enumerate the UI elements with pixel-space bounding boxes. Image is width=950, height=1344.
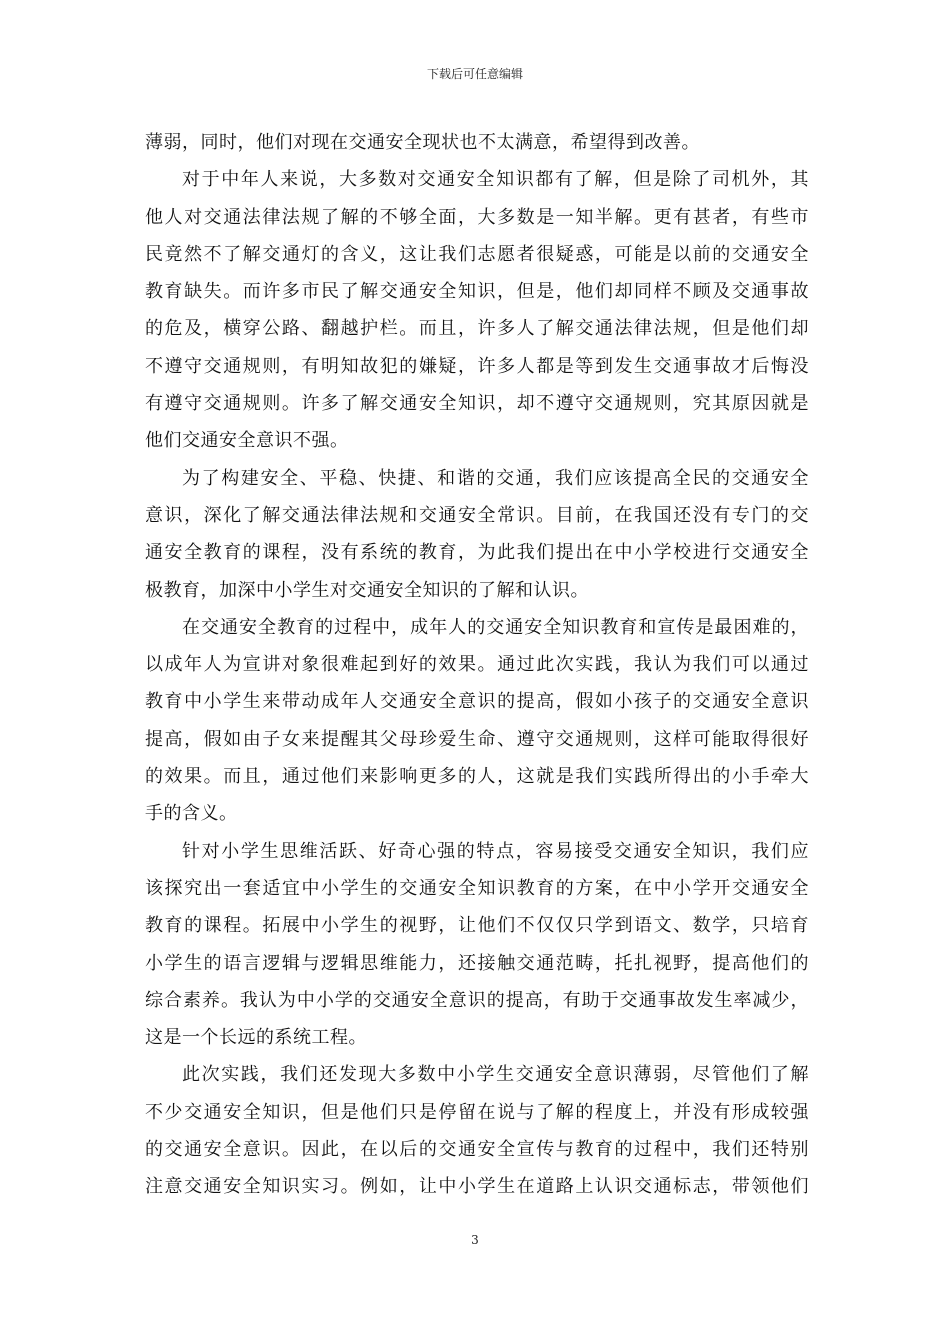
text-line: 教育缺失。而许多市民了解交通安全知识，但是，他们却同样不顾及交通事故 xyxy=(145,281,809,303)
text-line: 在交通安全教育的过程中，成年人的交通安全知识教育和宣传是最困难的， xyxy=(182,616,809,638)
text-line: 民竟然不了解交通灯的含义，这让我们志愿者很疑惑，可能是以前的交通安全 xyxy=(145,243,809,265)
text-line: 通安全教育的课程，没有系统的教育，为此我们提出在中小学校进行交通安全 xyxy=(145,542,809,564)
text-line: 意识，深化了解交通法律法规和交通安全常识。目前，在我国还没有专门的交 xyxy=(145,504,809,526)
text-line: 提高，假如由子女来提醒其父母珍爱生命、遵守交通规则，这样可能取得很好 xyxy=(145,728,809,750)
document-body xyxy=(145,124,809,1206)
text-line: 的危及，横穿公路、翻越护栏。而且，许多人了解交通法律法规，但是他们却 xyxy=(145,318,809,340)
text-line: 小学生的语言逻辑与逻辑思维能力，还接触交通范畴，托扎视野，提高他们的 xyxy=(145,952,809,974)
text-line: 针对小学生思维活跃、好奇心强的特点，容易接受交通安全知识，我们应 xyxy=(182,840,809,862)
text-line: 极教育，加深中小学生对交通安全知识的了解和认识。 xyxy=(145,579,589,601)
text-line: 此次实践，我们还发现大多数中小学生交通安全意识薄弱，尽管他们了解 xyxy=(182,1064,809,1086)
text-line: 为了构建安全、平稳、快捷、和谐的交通，我们应该提高全民的交通安全 xyxy=(182,467,809,489)
text-line: 以成年人为宣讲对象很难起到好的效果。通过此次实践，我认为我们可以通过 xyxy=(145,654,809,676)
text-line: 教育中小学生来带动成年人交通安全意识的提高，假如小孩子的交通安全意识 xyxy=(145,691,809,713)
text-line: 注意交通安全知识实习。例如，让中小学生在道路上认识交通标志，带领他们 xyxy=(145,1176,809,1198)
text-line: 不少交通安全知识，但是他们只是停留在说与了解的程度上，并没有形成较强 xyxy=(145,1101,809,1123)
text-line: 该探究出一套适宜中小学生的交通安全知识教育的方案，在中小学开交通安全 xyxy=(145,877,809,899)
text-line: 综合素养。我认为中小学的交通安全意识的提高，有助于交通事故发生率减少， xyxy=(145,989,809,1011)
text-line: 他人对交通法律法规了解的不够全面，大多数是一知半解。更有甚者，有些市 xyxy=(145,206,809,228)
text-line: 手的含义。 xyxy=(145,803,238,825)
text-line: 对于中年人来说，大多数对交通安全知识都有了解，但是除了司机外，其 xyxy=(182,169,809,191)
text-line: 薄弱，同时，他们对现在交通安全现状也不太满意，希望得到改善。 xyxy=(145,132,700,153)
text-line: 的效果。而且，通过他们来影响更多的人，这就是我们实践所得出的小手牵大 xyxy=(145,766,809,788)
page-header: 下载后可任意编辑 xyxy=(426,67,523,81)
text-line: 有遵守交通规则。许多了解交通安全知识，却不遵守交通规则，究其原因就是 xyxy=(145,393,809,415)
text-line: 的交通安全意识。因此，在以后的交通安全宣传与教育的过程中，我们还特别 xyxy=(145,1139,809,1161)
text-line: 他们交通安全意识不强。 xyxy=(145,430,349,452)
page-number: 3 xyxy=(471,1233,479,1247)
text-line: 这是一个长远的系统工程。 xyxy=(145,1027,367,1049)
text-line: 不遵守交通规则，有明知故犯的嫌疑，许多人都是等到发生交通事故才后悔没 xyxy=(145,355,809,377)
text-line: 教育的课程。拓展中小学生的视野，让他们不仅仅只学到语文、数学，只培育 xyxy=(145,915,809,937)
